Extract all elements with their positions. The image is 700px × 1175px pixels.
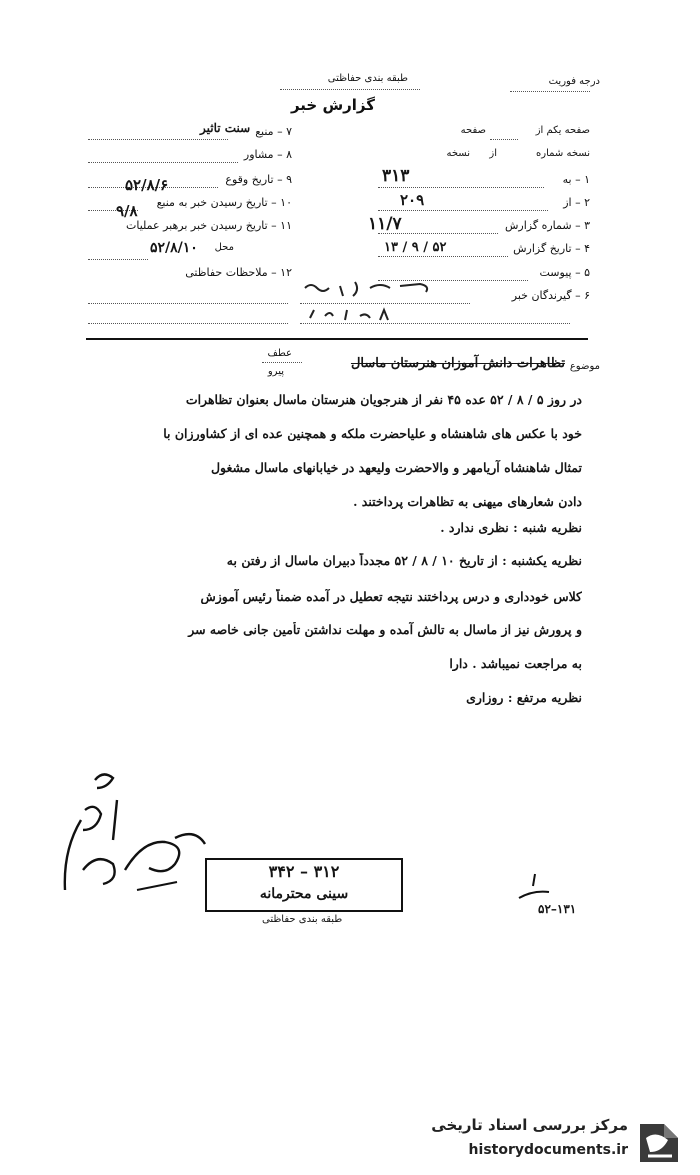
field-6-label: ۶ – گیرندگان خبر [511,289,590,302]
recipients-handwriting [300,276,470,334]
field-4-label: ۴ – تاریخ گزارش [513,242,590,255]
atf-label: عطف [267,348,292,359]
stamp-text: سینی محترمانه [259,886,349,902]
field-7-dots [88,138,228,140]
peyro-label: پیرو [267,366,284,377]
field-7-value: سنت تاثیر [200,121,251,135]
subject-label: موضوع [569,361,600,372]
field-8-dots [88,161,238,163]
field-12-label: ۱۲ – ملاحظات حفاظتی [185,266,292,279]
report-title: گزارش خبر [290,96,375,114]
bottom-right-note: ۵۲–۱۳۱ [538,902,577,916]
field-2-value: ۲۰۹ [400,191,425,209]
classification-stamp [205,858,403,912]
field-10-value: ۹/۸ [116,202,138,220]
field-9-value: ۵۲/۸/۶ [125,176,169,194]
body-line-3: تمثال شاهنشاه آریامهر و والاحضرت ولیعهد در خیابانهای ماسال مشغول [210,460,582,475]
field-2-label: ۲ – از [563,196,590,209]
classification-underline [280,88,420,90]
body-line-1: در روز ۵ / ۸ / ۵۲ عده ۴۵ نفر از هنرجویان هنرستان ماسال بعنوان تظاهرات [185,392,582,407]
priority-underline [510,90,590,92]
field-3-value: ۱۱/۷ [368,214,402,234]
field-11-dots [88,258,148,260]
watermark [412,1112,692,1170]
signature-handwriting [55,760,215,900]
field-10-label: ۱۰ – تاریخ رسیدن خبر به منبع [156,196,292,209]
page-one-label: صفحه یکم از [535,125,590,136]
subject-value: تظاهرات دانش آموزان هنرستان ماسال [350,356,565,371]
atf-dots [262,361,302,363]
body-line-4: دادن شعارهای میهنی به تظاهرات پرداختند . [353,494,582,509]
field-9-label: ۹ – تاریخ وقوع [225,173,292,186]
body-line-2: خود با عکس های شاهنشاه و علیاحضرت ملکه و همچنین عده ای از کشاورزان با [163,426,582,441]
field-11-label: ۱۱ – تاریخ رسیدن خبر برهبر عملیات [126,219,292,232]
field-12-dots-1 [88,302,288,304]
field-8-label: ۸ – مشاور [243,148,292,161]
location-value: ۵۲/۸/۱۰ [150,240,198,256]
watermark-org-name: مرکز بررسی اسناد تاریخی [431,1116,628,1134]
copy-number-label: نسخه شماره [536,148,590,159]
priority-label: درجه فوریت [548,76,600,87]
copy-from-label: از [489,148,497,159]
field-1-label: ۱ – به [562,173,590,186]
body-line-8: و پرورش نیز از ماسال به تالش آمده و مهلت نداشتن تأمین جانی خاصه سر [188,622,582,637]
stamp-footer: طبقه بندی حفاظتی [262,914,343,925]
field-7-label: ۷ – منبع [255,125,292,138]
classification-label: طبقه بندی حفاظتی [327,73,408,84]
page-unit: صفحه [460,125,486,136]
field-3-label: ۳ – شماره گزارش [504,219,590,232]
field-12-dots-2 [88,322,288,324]
location-label: محل [214,242,234,253]
document-emblem-icon [634,1116,686,1168]
watermark-url: historydocuments.ir [468,1142,628,1158]
field-4-dots [378,255,508,257]
body-line-10: نظریه مرتفع : روزاری [466,690,582,705]
field-2-dots [378,209,548,211]
body-line-6: نظریه یکشنبه : از تاریخ ۱۰ / ۸ / ۵۲ مجدداً دبیران ماسال از رفتن به [226,553,582,568]
stamp-number: ۳۱۲ – ۳۴۲ [268,862,340,881]
field-4-value: ۱۳ / ۹ / ۵۲ [384,240,447,255]
bottom-right-scribble [515,872,555,902]
body-line-5: نظریه شنبه : نظری ندارد . [440,520,582,535]
body-line-9: به مراجعت نمیباشد . دارا [449,656,582,671]
copy-unit-label: نسخه [446,148,470,159]
page-dots [490,138,518,140]
field-1-value: ۳۱۳ [382,166,410,186]
field-5-label: ۵ – پیوست [539,266,590,279]
header-divider [86,338,588,340]
field-1-dots [378,186,544,188]
body-line-7: کلاس خودداری و درس پرداختند نتیجه تعطیل در آمده ضمناً رئیس آموزش [200,589,582,604]
